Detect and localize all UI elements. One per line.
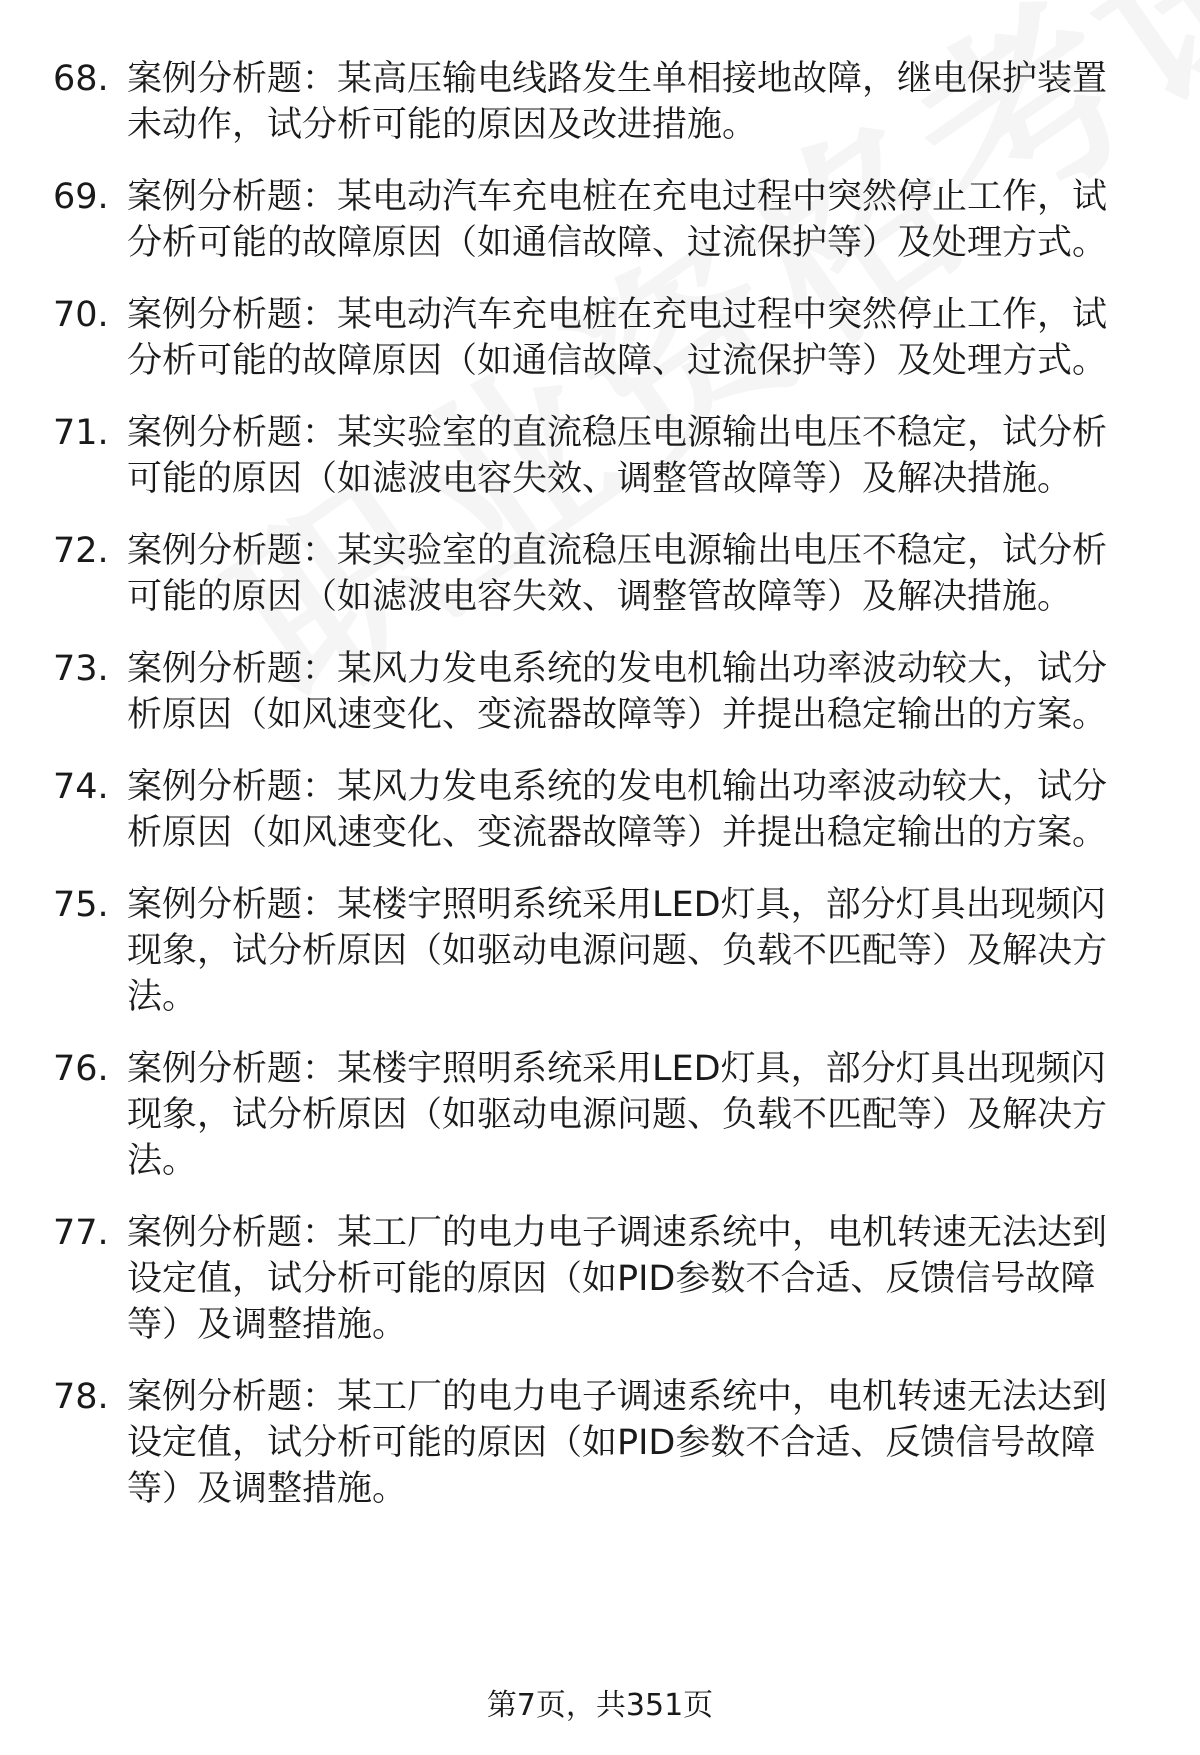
question-text: 案例分析题：某实验室的直流稳压电源输出电压不稳定，试分析可能的原因（如滤波电容失效、调整管故障等）及解决措施。 [127,531,1108,617]
question-text: 案例分析题：某高压输电线路发生单相接地故障，继电保护装置未动作，试分析可能的原因及改进措施。 [127,59,1108,145]
question-number: 69. [53,177,109,217]
question-number: 77. [53,1213,109,1253]
question-number: 75. [53,885,109,925]
question-number: 71. [53,413,109,453]
question-text: 案例分析题：某工厂的电力电子调速系统中，电机转速无法达到设定值，试分析可能的原因（如PID参数不合适、反馈信号故障等）及调整措施。 [127,1213,1108,1345]
question-text: 案例分析题：某电动汽车充电桩在充电过程中突然停止工作，试分析可能的故障原因（如通信故障、过流保护等）及处理方式。 [127,177,1108,263]
question-text: 案例分析题：某电动汽车充电桩在充电过程中突然停止工作，试分析可能的故障原因（如通信故障、过流保护等）及处理方式。 [127,295,1108,381]
question-number: 74. [53,767,109,807]
question-text: 案例分析题：某工厂的电力电子调速系统中，电机转速无法达到设定值，试分析可能的原因（如PID参数不合适、反馈信号故障等）及调整措施。 [127,1377,1108,1509]
question-text: 案例分析题：某风力发电系统的发电机输出功率波动较大，试分析原因（如风速变化、变流器故障等）并提出稳定输出的方案。 [127,767,1108,853]
question-number: 72. [53,531,109,571]
question-text: 案例分析题：某楼宇照明系统采用LED灯具，部分灯具出现频闪现象，试分析原因（如驱动电源问题、负载不匹配等）及解决方法。 [127,885,1108,1017]
page-number: 第7页，共351页 [486,1688,714,1723]
question-number: 78. [53,1377,109,1417]
question-text: 案例分析题：某实验室的直流稳压电源输出电压不稳定，试分析可能的原因（如滤波电容失效、调整管故障等）及解决措施。 [127,413,1108,499]
question-number: 73. [53,649,109,689]
question-number: 70. [53,295,109,335]
question-number: 76. [53,1049,109,1089]
question-text: 案例分析题：某风力发电系统的发电机输出功率波动较大，试分析原因（如风速变化、变流器故障等）并提出稳定输出的方案。 [127,649,1108,735]
question-text: 案例分析题：某楼宇照明系统采用LED灯具，部分灯具出现频闪现象，试分析原因（如驱动电源问题、负载不匹配等）及解决方法。 [127,1049,1108,1181]
question-number: 68. [53,59,109,99]
